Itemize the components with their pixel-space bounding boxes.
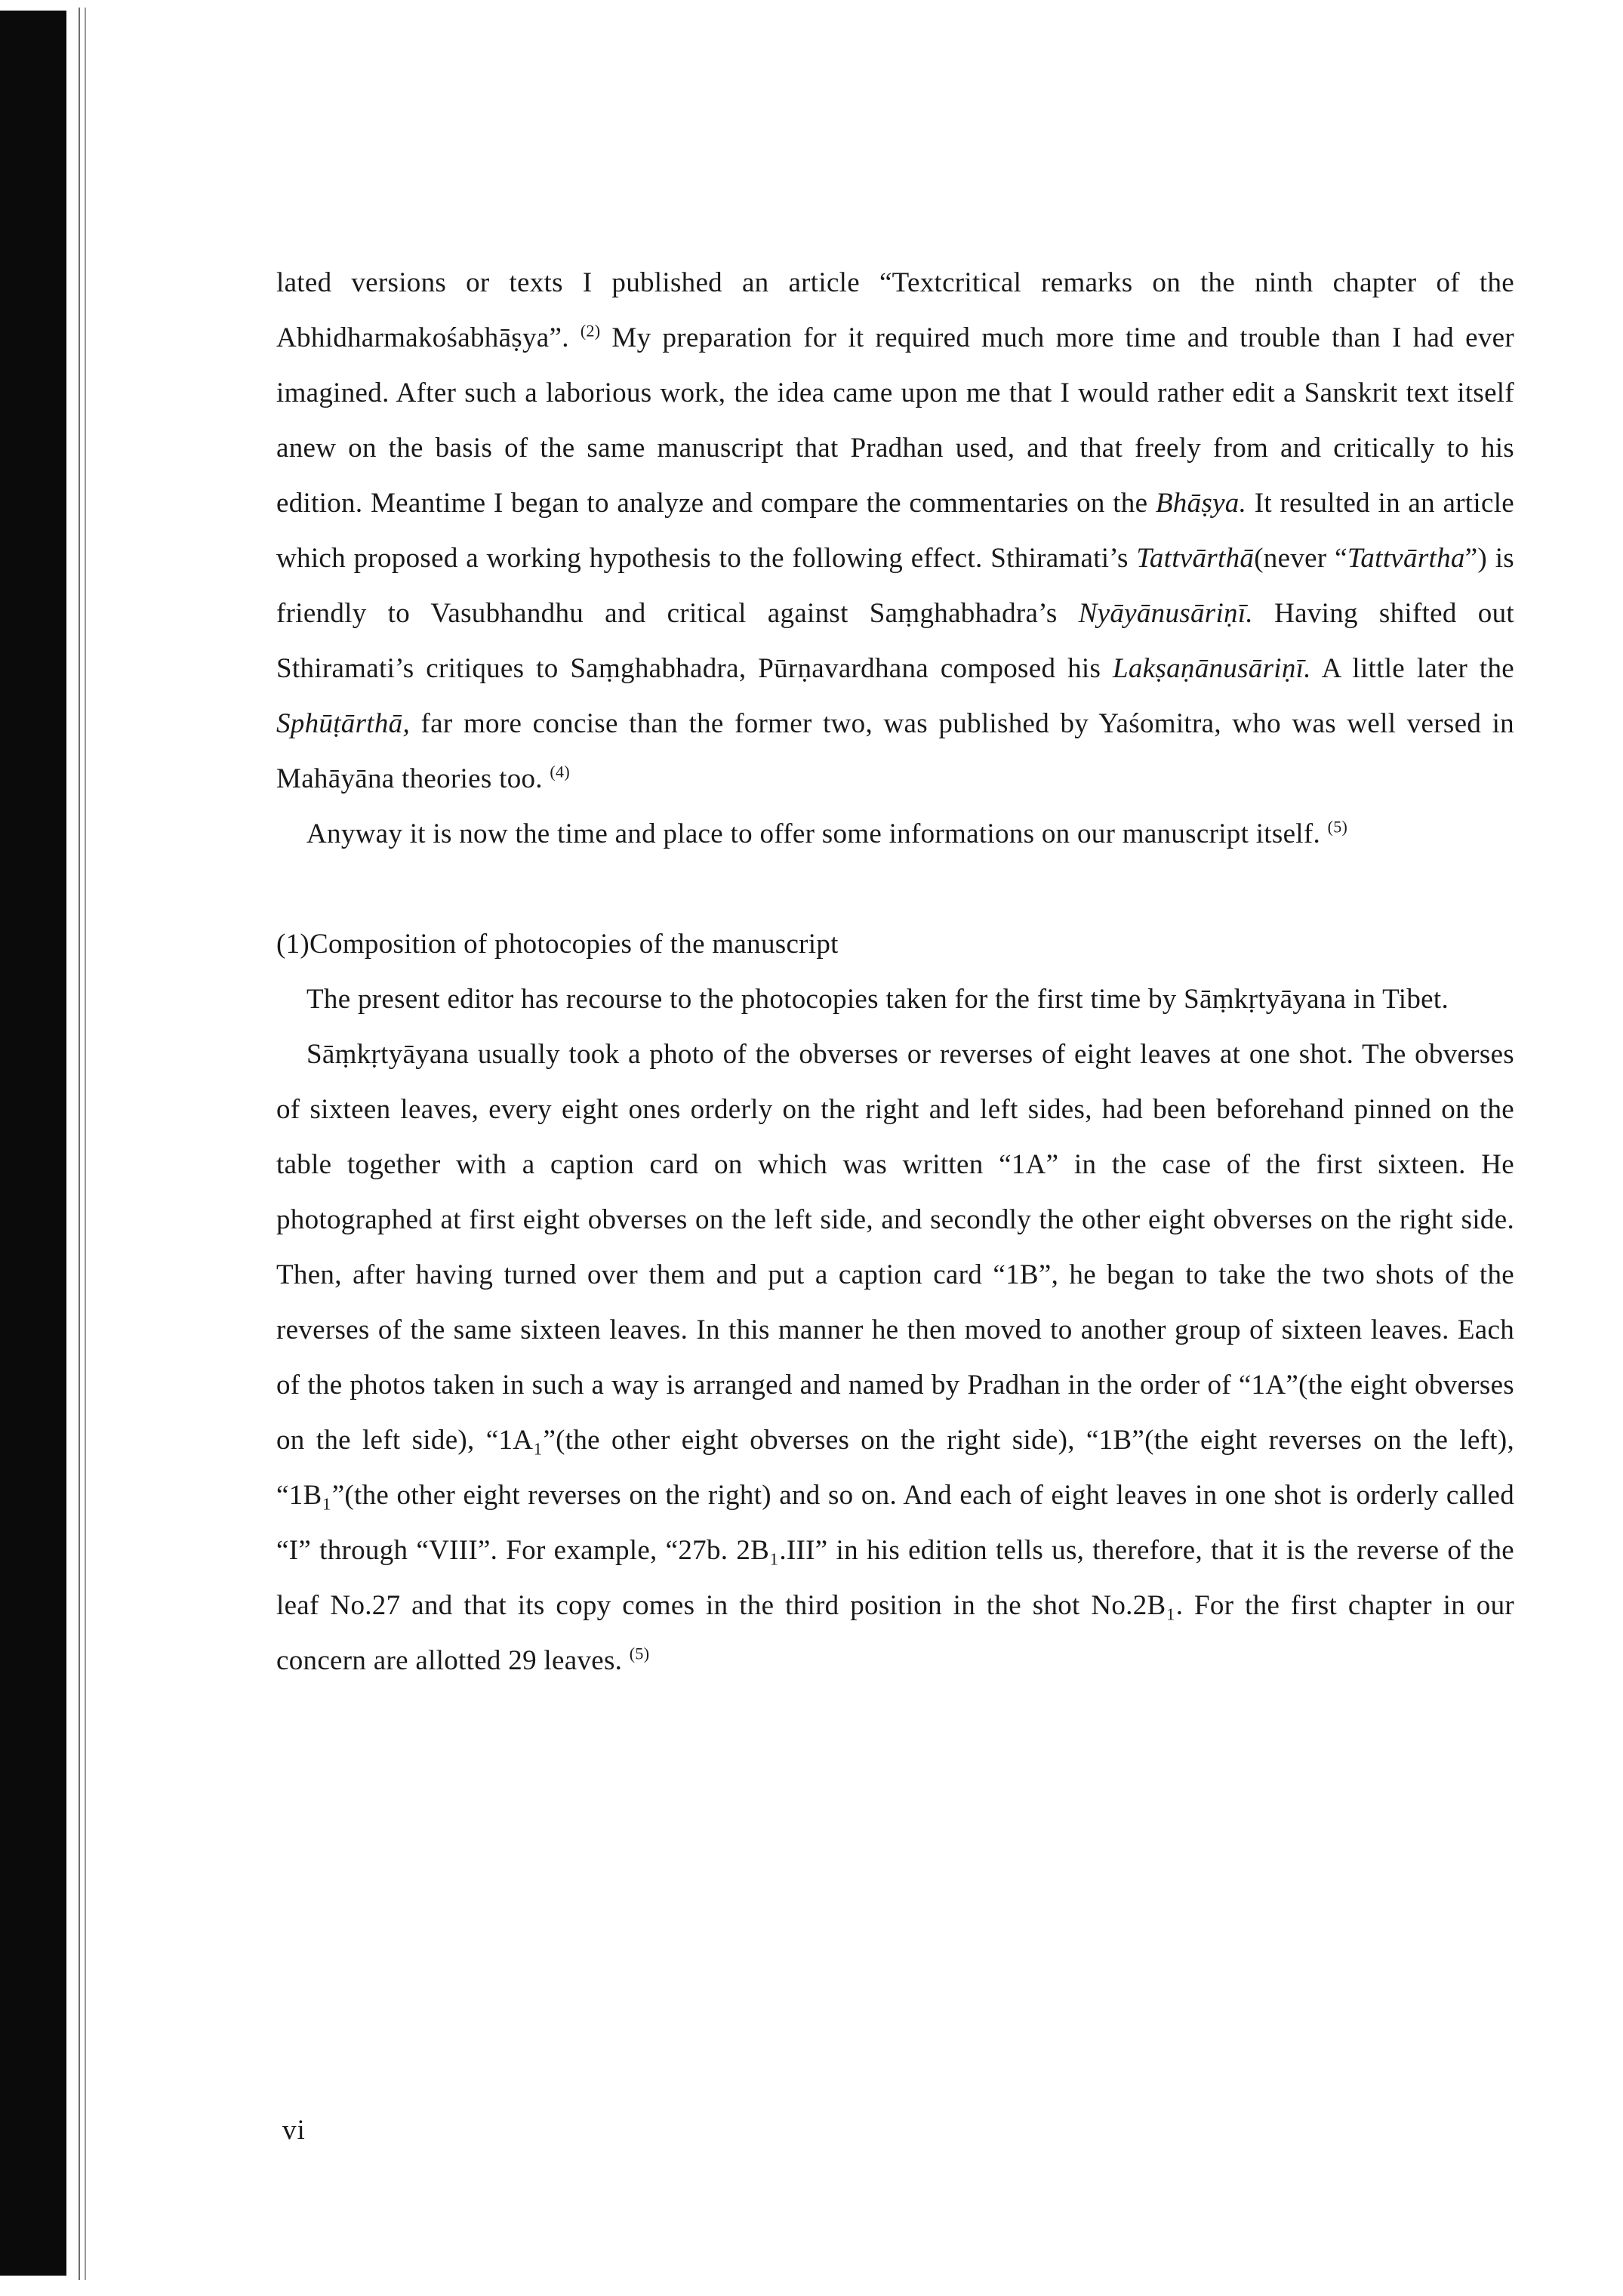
italic-term: Bhāṣya. [1155, 488, 1247, 519]
italic-term: Lakṣaṇānusāriṇī. [1113, 653, 1311, 684]
scan-binding-shadow [0, 11, 66, 2276]
footnote-ref: (5) [629, 1644, 650, 1663]
page-number: vi [282, 2115, 306, 2146]
italic-term: Tattvārthā [1136, 543, 1255, 574]
italic-term: Nyāyānusāriṇī. [1078, 598, 1253, 629]
footnote-ref: (2) [580, 321, 601, 341]
paragraph-intro: lated versions or texts I published an article “Textcritical remarks on the ninth chapter of the Abhidharmakośabhāṣya”. $^{(2)}$ My preparation for it required much more time and trouble than I had ever imagined. After such a laborious work, the idea came upon me that I would rather edit a Sanskrit text itself anew on the basis of the same manuscript that Pradhan used, and that freely from and critically to his edition. Meantime I began to analyze and compare the commentaries on the Bhāṣya. It resulted in an article which proposed a working hypothesis to the following effect. Sthiramati’s Tattvārthā(never “Tattvārtha”) is friendly to Vasubhandhu and critical against Saṃghabhadra’s Nyāyānusāriṇī. Having shifted out Sthiramati’s critiques to Saṃghabhadra, Pūrṇavardhana composed his Lakṣaṇānusāriṇī. A little later the Sphūṭārthā, far more concise than the former two, was published by Yaśomitra, who was well versed in Mahāyāna theories too. $^{(4)}$ [276, 267, 1514, 794]
page-body [276, 255, 1514, 1688]
italic-term: Tattvārtha [1347, 543, 1465, 574]
italic-term: Sphūṭārthā, [276, 708, 411, 739]
paragraph-manuscript-intro: Anyway it is now the time and place to offer some informations on our manuscript itself. $^{(5)}$ [306, 817, 1348, 849]
paragraph-photo-arrangement: Sāṃkṛtyāyana usually took a photo of the obverses or reverses of eight leaves at one shot. The obverses of sixteen leaves, every eight ones orderly on the right and left sides, had been beforehand pinned on the table together with a caption card on which was written “1A” in the case of the first sixteen. He photographed at first eight obverses on the left side, and secondly the other eight obverses on the right side. Then, after having turned over them and put a caption card “1B”, he began to take the two shots of the reverses of the same sixteen leaves. In this manner he then moved to another group of sixteen leaves. Each of the photos taken in such a way is arranged and named by Pradhan in the order of “1A”(the eight obverses on the left side), “1A₁”(the other eight obverses on the right side), “1B”(the eight reverses on the left), “1B₁”(the other eight reverses on the right) and so on. And each of eight leaves in one shot is orderly called “I” through “VIII”. For example, “27b. 2B₁.III” in his edition tells us, therefore, that it is the reverse of the leaf No.27 and that its copy comes in the third position in the shot No.2B₁. For the first chapter in our concern are allotted 29 leaves. $^{(5)}$ [276, 1039, 1514, 1676]
paragraph-photocopies: The present editor has recourse to the photocopies taken for the first time by Sāṃkṛtyāyana in Tibet. [306, 984, 1449, 1015]
section-heading: (1)Composition of photocopies of the manuscript [276, 929, 839, 960]
footnote-ref: (5) [1327, 817, 1348, 837]
scan-binding-line [79, 8, 80, 2280]
footnote-ref: (4) [550, 762, 570, 781]
scan-binding-line [85, 8, 86, 2280]
